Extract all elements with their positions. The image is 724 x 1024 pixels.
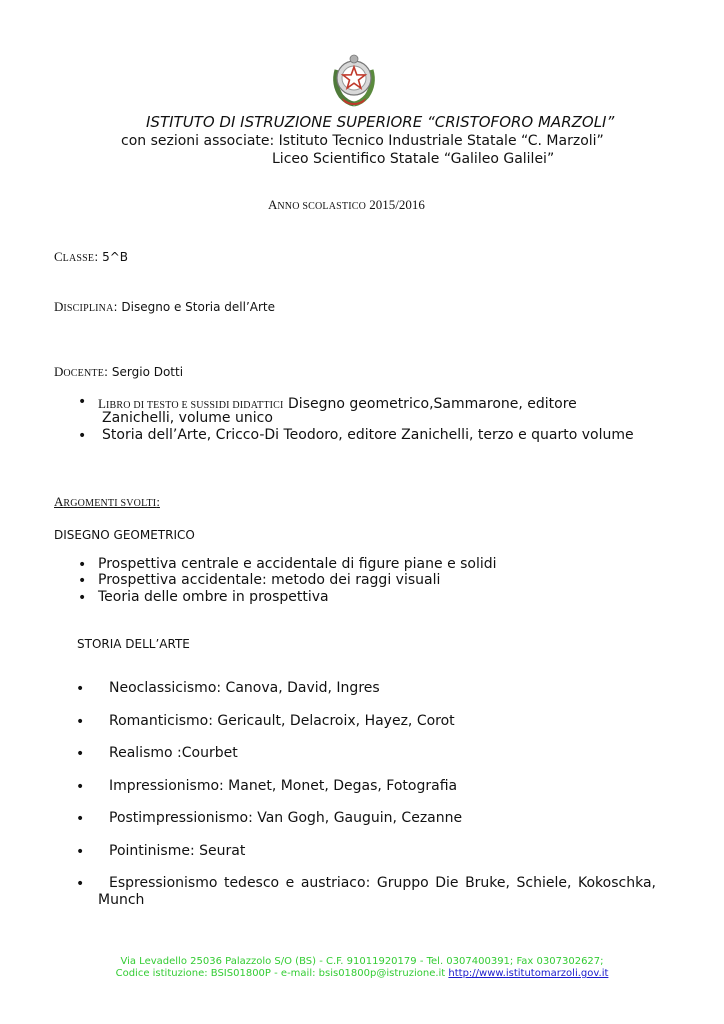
textbook-item-continued: Zanichelli, volume unico [102, 410, 273, 426]
subject-line: DISCIPLINA: Disegno e Storia dell’Arte [54, 299, 275, 314]
footer-contacts: Codice istituzione: BSIS01800P - e-mail: bsis01800p@istruzione.it http://www.istitutomarzoli.gov.it [115, 968, 609, 979]
list-item: Impressionismo: Manet, Monet, Degas, Fotografia [109, 778, 458, 794]
bullet: • [76, 714, 85, 730]
textbook-item: LIBRO DI TESTO E SUSSIDI DIDATTICI Disegno geometrico,Sammarone, editore [98, 396, 577, 412]
list-item: Teoria delle ombre in prospettiva [98, 589, 329, 605]
list-item: Postimpressionismo: Van Gogh, Gauguin, Cezanne [109, 810, 463, 826]
footer-address: Via Levadello 25036 Palazzolo S/O (BS) - C.F. 91011920179 - Tel. 0307400391; Fax 0307302627; [120, 956, 604, 967]
bullet: • [76, 876, 85, 892]
bullet: • [76, 681, 85, 697]
bullet: • [78, 428, 87, 444]
teacher-line: DOCENTE: Sergio Dotti [54, 364, 184, 379]
school-year: ANNO SCOLASTICO 2015/2016 [268, 197, 425, 212]
class-line: CLASSE: 5^B [54, 249, 129, 264]
bullet: • [78, 590, 87, 606]
textbook-item-2: Storia dell’Arte, Cricco-Di Teodoro, editore Zanichelli, terzo e quarto volume [102, 427, 634, 443]
bullet: • [78, 394, 87, 410]
drawing-section-heading: DISEGNO GEOMETRICO [54, 528, 195, 542]
italian-republic-emblem-icon [329, 50, 379, 108]
associated-liceo: Liceo Scientifico Statale “Galileo Galilei” [272, 151, 555, 167]
bullet: • [76, 811, 85, 827]
website-link[interactable]: http://www.istitutomarzoli.gov.it [448, 968, 609, 979]
list-item: Prospettiva centrale e accidentale di figure piane e solidi [98, 556, 497, 572]
bullet: • [76, 779, 85, 795]
bullet: • [78, 557, 87, 573]
associated-sections: con sezioni associate: Istituto Tecnico Industriale Statale “C. Marzoli” [121, 133, 604, 149]
art-history-heading: STORIA DELL’ARTE [77, 637, 190, 651]
list-item: Pointinisme: Seurat [109, 843, 246, 859]
list-item: Neoclassicismo: Canova, David, Ingres [109, 680, 380, 696]
list-item-continued: Munch [98, 892, 145, 908]
topics-heading: ARGOMENTI SVOLTI: [54, 494, 160, 509]
list-item: Prospettiva accidentale: metodo dei raggi visuali [98, 572, 441, 588]
bullet: • [76, 844, 85, 860]
list-item: Romanticismo: Gericault, Delacroix, Hayez, Corot [109, 713, 455, 729]
bullet: • [78, 573, 87, 589]
list-item: Espressionismo tedesco e austriaco: Gruppo Die Bruke, Schiele, Kokoschka, [109, 875, 656, 891]
bullet: • [76, 746, 85, 762]
list-item: Realismo :Courbet [109, 745, 238, 761]
school-name: ISTITUTO DI ISTRUZIONE SUPERIORE “CRISTOFORO MARZOLI” [146, 113, 615, 131]
